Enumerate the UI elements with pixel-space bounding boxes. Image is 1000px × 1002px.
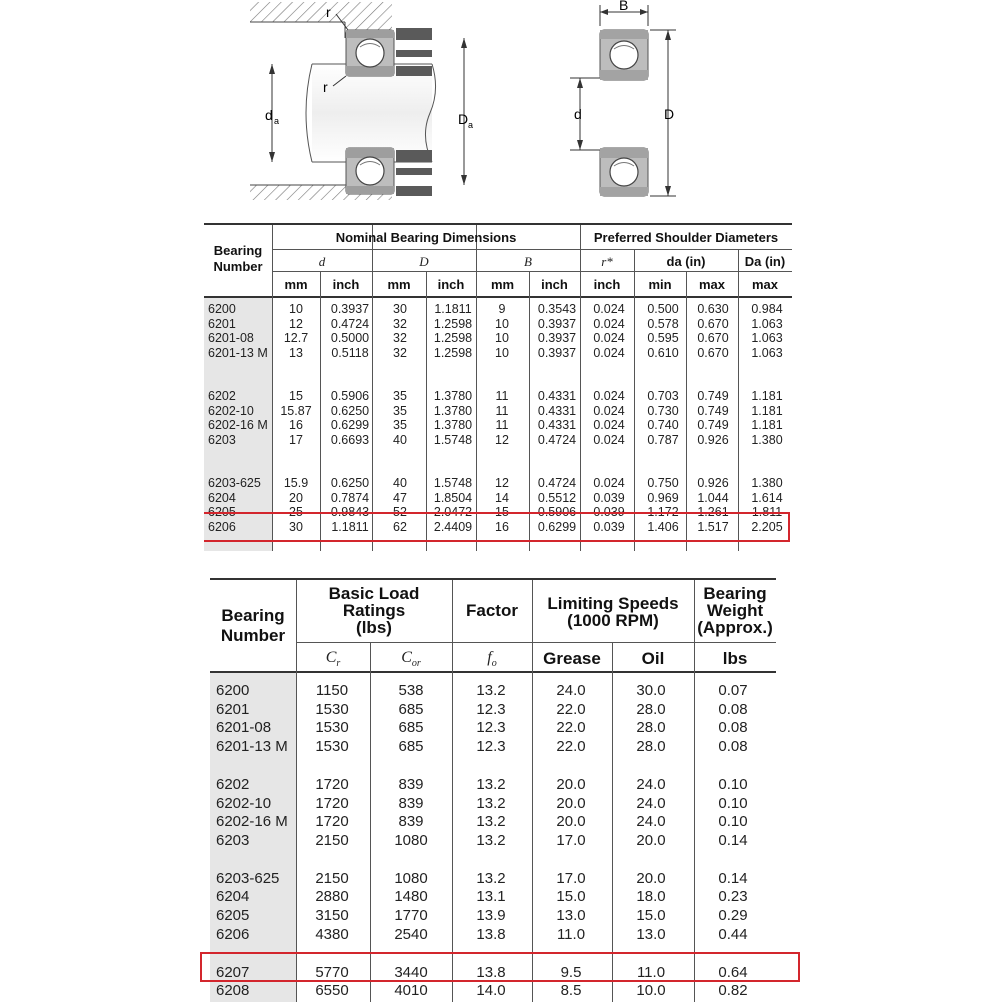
rating-cell: 13.2: [476, 831, 506, 849]
rating-cell: 30.0: [636, 682, 666, 699]
dimension-cell: 32: [393, 316, 407, 331]
dimension-cell: 0.039: [593, 505, 625, 519]
rating-cell: 8.5: [560, 982, 582, 1000]
rating-cell: 10.0: [636, 982, 666, 1000]
D-label: D: [664, 106, 675, 122]
unit-header: mm: [490, 277, 515, 292]
dimension-cell: 0.926: [697, 432, 729, 447]
rating-cell: 4010: [394, 982, 428, 1000]
rating-cell: 22.0: [556, 719, 586, 737]
dimension-cell: 1.181: [751, 389, 783, 403]
dimension-cell: 0.787: [647, 432, 679, 447]
dimension-cell: 0.3937: [537, 316, 577, 331]
dimension-cell: 0.024: [593, 389, 625, 403]
dimension-cell: 0.5906: [330, 389, 370, 403]
dimension-cell: 12.7: [283, 331, 309, 345]
rating-cell: 20.0: [636, 869, 666, 887]
rating-cell: 1530: [315, 737, 349, 755]
unit-header: inch: [593, 277, 621, 292]
dimension-cell: 1.614: [751, 490, 783, 505]
dimension-cell: 1.380: [751, 432, 783, 447]
dimension-cell: 0.024: [593, 331, 625, 345]
dimension-cell: 35: [393, 403, 407, 418]
rating-cell: 12.3: [476, 700, 506, 718]
dimension-cell: 11: [495, 403, 509, 418]
rating-cell: 13.0: [636, 925, 666, 943]
load-ratings-header: Basic Load Ratings (lbs): [328, 584, 420, 637]
d-symbol: d: [318, 254, 326, 269]
dimension-cell: 0.500: [647, 302, 679, 316]
rating-cell: 4380: [315, 925, 349, 943]
dimension-cell: 25: [289, 505, 303, 519]
dimension-cell: 13: [289, 345, 303, 360]
rating-cell: 24.0: [636, 794, 666, 812]
dimension-cell: 15.87: [280, 403, 312, 418]
dimension-cell: 0.595: [647, 331, 679, 345]
dimension-cell: 2.205: [751, 519, 783, 534]
rating-cell: 28.0: [636, 737, 666, 755]
dimension-cell: 0.5000: [330, 331, 370, 345]
dimension-cell: 1.2598: [433, 316, 473, 331]
dimension-cell: 11: [495, 418, 509, 432]
dimension-cell: 0.984: [751, 302, 783, 316]
dimension-cell: 1.2598: [433, 345, 473, 360]
bearing-section-diagram: [570, 0, 676, 196]
dimension-cell: 0.4331: [537, 403, 577, 418]
rating-cell: 3440: [394, 963, 428, 981]
dimension-cell: 32: [393, 331, 407, 345]
rating-cell: 1530: [315, 719, 349, 737]
rating-cell: 28.0: [636, 700, 666, 718]
dimension-cell: 1.380: [751, 476, 783, 490]
B-symbol: B: [524, 254, 532, 269]
rating-cell: 1080: [394, 869, 428, 887]
rating-cell: 11.0: [556, 925, 586, 943]
bearing-number-cell: 6200: [216, 682, 250, 699]
rating-cell: 0.10: [718, 794, 748, 812]
rating-cell: 685: [398, 719, 424, 737]
dimension-cell: 10: [495, 345, 509, 360]
dimension-cell: 40: [393, 476, 407, 490]
bearing-number-cell: 6202: [216, 775, 250, 793]
rating-cell: 14.0: [476, 982, 506, 1000]
dimension-cell: 15.9: [283, 476, 309, 490]
rating-cell: 13.2: [476, 682, 506, 699]
dimension-cell: 0.5906: [537, 505, 577, 519]
dimension-cell: 0.670: [697, 331, 729, 345]
D-symbol: D: [419, 254, 429, 269]
bearing-number-cell: 6204: [208, 490, 236, 505]
rating-cell: 1080: [394, 831, 428, 849]
rating-cell: 22.0: [556, 737, 586, 755]
dimension-cell: 1.8504: [433, 490, 473, 505]
bearing-weight-header: Bearing Weight (Approx.): [697, 584, 773, 637]
rating-cell: 0.44: [718, 925, 748, 943]
rating-cell: 0.29: [718, 907, 748, 924]
rating-cell: 685: [398, 700, 424, 718]
rating-cell: 20.0: [556, 775, 586, 793]
bearing-number-cell: 6203: [216, 831, 250, 849]
dimension-cell: 0.6299: [330, 418, 370, 432]
dimension-cell: 11: [495, 389, 509, 403]
unit-header: mm: [387, 277, 411, 292]
dimension-cell: 10: [289, 302, 303, 316]
Cor-symbol: $C_{or}$: [401, 649, 421, 670]
bearing-number-cell: 6206: [216, 925, 250, 943]
dimension-cell: 0.749: [697, 389, 729, 403]
rating-cell: 0.08: [718, 700, 748, 718]
rating-cell: 1770: [394, 907, 428, 924]
dimension-cell: 0.6299: [537, 519, 577, 534]
bearing-number-cell: 6205: [208, 505, 236, 519]
shoulder-diameters-header: Preferred Shoulder Diameters: [593, 230, 779, 245]
dimension-cell: 1.2598: [433, 331, 473, 345]
factor-header: Factor: [466, 601, 518, 620]
dimensions-table: [204, 223, 792, 551]
dimension-cell: 1.044: [697, 490, 729, 505]
da-label: d: [265, 107, 273, 123]
dimension-cell: 32: [393, 345, 407, 360]
Da-subscript: a: [468, 120, 474, 130]
dimension-cell: 0.4724: [537, 432, 577, 447]
bearing-number-cell: 6202: [208, 389, 236, 403]
dimension-cell: 1.172: [647, 505, 679, 519]
dimension-cell: 0.5512: [537, 490, 577, 505]
dimension-cell: 0.5118: [331, 345, 369, 360]
dimension-cell: 0.3937: [537, 345, 577, 360]
bearing-number-cell: 6207: [216, 963, 250, 981]
rating-cell: 18.0: [636, 888, 666, 906]
dimension-cell: 0.749: [697, 403, 729, 418]
dimension-cell: 0.024: [593, 403, 625, 418]
bearing-number-cell: 6208: [216, 982, 250, 1000]
dimension-cell: 0.024: [593, 302, 625, 316]
rating-cell: 13.1: [476, 888, 506, 906]
dimension-cell: 0.6250: [330, 403, 370, 418]
unit-header: max: [698, 277, 726, 292]
da-in-header: da (in): [666, 254, 706, 269]
rating-cell: 2150: [315, 869, 349, 887]
dimension-cell: 2.4409: [433, 519, 473, 534]
dimension-cell: 0.7874: [330, 490, 370, 505]
dimension-cell: 30: [289, 519, 303, 534]
bearing-diagrams: [0, 0, 1000, 220]
dimension-cell: 9: [498, 302, 506, 316]
dimension-cell: 0.039: [593, 490, 625, 505]
dimension-cell: 0.703: [647, 389, 679, 403]
rating-cell: 20.0: [636, 831, 666, 849]
dimension-cell: 0.024: [593, 316, 625, 331]
nominal-dimensions-header: Nominal Bearing Dimensions: [335, 230, 517, 245]
dimension-cell: 1.3780: [433, 418, 473, 432]
rating-cell: 2880: [315, 888, 349, 906]
dimension-cell: 1.063: [751, 331, 783, 345]
bearing-number-header: Bearing Number: [220, 606, 286, 645]
dimension-cell: 1.3780: [433, 403, 473, 418]
dimension-cell: 16: [289, 418, 303, 432]
dimension-cell: 16: [495, 519, 509, 534]
dimension-cell: 0.4724: [330, 316, 370, 331]
rating-cell: 0.14: [718, 831, 748, 849]
dimension-cell: 35: [393, 418, 407, 432]
dimension-cell: 1.1811: [434, 302, 472, 316]
grease-header: Grease: [543, 649, 601, 668]
unit-header: max: [751, 277, 779, 292]
rating-cell: 839: [398, 794, 424, 812]
dimension-cell: 40: [393, 432, 407, 447]
rating-cell: 0.23: [718, 888, 748, 906]
bearing-number-header: Bearing Number: [213, 243, 263, 274]
dimension-cell: 0.024: [593, 345, 625, 360]
rating-cell: 1720: [315, 794, 349, 812]
dimension-cell: 0.926: [697, 476, 729, 490]
unit-header: inch: [332, 277, 360, 292]
dimension-cell: 0.630: [697, 302, 729, 316]
oil-header: Oil: [641, 649, 665, 668]
dimension-cell: 14: [495, 490, 509, 505]
rating-cell: 0.10: [718, 813, 748, 831]
bearing-number-cell: 6201-13 M: [208, 345, 268, 360]
r-mid-label: r: [323, 79, 328, 95]
bearing-number-cell: 6205: [216, 907, 250, 924]
bearing-number-cell: 6202-16 M: [208, 418, 268, 432]
unit-header: mm: [284, 277, 308, 292]
rating-cell: 13.2: [476, 813, 506, 831]
dimension-cell: 10: [495, 316, 509, 331]
rating-cell: 1720: [315, 775, 349, 793]
dimension-cell: 1.517: [697, 519, 729, 534]
dimension-cell: 1.811: [751, 505, 783, 519]
da-subscript: a: [274, 116, 280, 126]
dimension-cell: 1.181: [751, 403, 783, 418]
rating-cell: 13.8: [476, 925, 506, 943]
rating-cell: 17.0: [556, 869, 586, 887]
dimension-cell: 15: [289, 389, 303, 403]
unit-header: inch: [541, 277, 568, 292]
dimension-cell: 1.5748: [433, 432, 473, 447]
rating-cell: 839: [398, 813, 424, 831]
dimension-cell: 62: [393, 519, 407, 534]
rating-cell: 15.0: [636, 907, 666, 924]
dimension-cell: 0.610: [647, 345, 679, 360]
dimension-cell: 0.024: [593, 418, 625, 432]
dimension-cell: 1.406: [647, 519, 679, 534]
dimension-cell: 52: [393, 505, 407, 519]
rating-cell: 0.08: [718, 737, 748, 755]
bearing-number-cell: 6203-625: [208, 476, 261, 490]
dimension-cell: 0.4331: [537, 418, 577, 432]
dimension-cell: 12: [495, 432, 509, 447]
dimension-cell: 0.024: [593, 476, 625, 490]
dimension-cell: 0.730: [647, 403, 679, 418]
unit-header: min: [648, 277, 672, 292]
dimension-cell: 0.9843: [330, 505, 370, 519]
dimension-cell: 0.4331: [537, 389, 577, 403]
dimension-cell: 0.024: [593, 432, 625, 447]
dimension-cell: 17: [289, 432, 303, 447]
rating-cell: 685: [398, 737, 424, 755]
bearing-number-cell: 6200: [208, 302, 236, 316]
fo-symbol: $f_o$: [487, 649, 497, 670]
rating-cell: 0.64: [718, 963, 748, 981]
rating-cell: 15.0: [556, 888, 586, 906]
r-symbol: r*: [601, 254, 613, 269]
dimension-cell: 12: [495, 476, 509, 490]
rating-cell: 839: [398, 775, 424, 793]
d-label: d: [574, 106, 582, 122]
bearing-number-cell: 6201-13 M: [216, 737, 288, 755]
bearing-number-cell: 6201: [216, 700, 250, 718]
lbs-header: lbs: [722, 649, 748, 668]
dimension-cell: 0.3937: [330, 302, 370, 316]
B-label: B: [619, 0, 629, 13]
rating-cell: 6550: [315, 982, 349, 1000]
rating-cell: 0.10: [718, 775, 748, 793]
rating-cell: 24.0: [556, 682, 586, 699]
dimension-cell: 0.969: [647, 490, 679, 505]
rating-cell: 538: [398, 682, 424, 699]
rating-cell: 12.3: [476, 737, 506, 755]
rating-cell: 9.5: [560, 963, 582, 981]
rating-cell: 0.82: [718, 982, 748, 1000]
load-ratings-table: [210, 578, 776, 1002]
dimension-cell: 15: [495, 505, 509, 519]
dimension-cell: 2.0472: [433, 505, 473, 519]
dimension-cell: 0.740: [647, 418, 679, 432]
rating-cell: 1150: [315, 682, 349, 699]
dimension-cell: 12: [289, 316, 303, 331]
rating-cell: 1720: [315, 813, 349, 831]
dimension-cell: 0.670: [697, 345, 729, 360]
dimension-cell: 0.749: [697, 418, 729, 432]
rating-cell: 2540: [394, 925, 428, 943]
dimension-cell: 0.750: [647, 476, 679, 490]
dimension-cell: 47: [393, 490, 407, 505]
rating-cell: 20.0: [556, 794, 586, 812]
dimension-cell: 0.4724: [537, 476, 577, 490]
dimension-cell: 0.578: [647, 316, 679, 331]
rating-cell: 11.0: [636, 963, 666, 981]
bearing-number-cell: 6201: [208, 316, 236, 331]
bearing-number-cell: 6202-10: [208, 403, 254, 418]
dimension-cell: 1.3780: [433, 389, 473, 403]
dimension-cell: 10: [495, 331, 509, 345]
mounted-bearing-diagram: [250, 2, 473, 200]
r-top-label: r: [326, 4, 331, 20]
Da-label: D: [458, 111, 469, 127]
bearing-number-cell: 6204: [216, 888, 250, 906]
dimension-cell: 1.063: [751, 345, 783, 360]
rating-cell: 0.07: [718, 682, 748, 699]
dimension-cell: 1.063: [751, 316, 783, 331]
bearing-number-cell: 6202-16 M: [216, 813, 288, 831]
rating-cell: 0.08: [718, 719, 748, 737]
rating-cell: 13.2: [476, 869, 506, 887]
dimension-cell: 0.3937: [537, 331, 577, 345]
dimension-cell: 35: [393, 389, 407, 403]
dimension-cell: 0.6693: [330, 432, 370, 447]
dimension-cell: 0.3543: [537, 302, 577, 316]
dimension-cell: 1.5748: [433, 476, 473, 490]
rating-cell: 13.2: [476, 794, 506, 812]
unit-header: inch: [437, 277, 465, 292]
rating-cell: 2150: [315, 831, 349, 849]
bearing-number-cell: 6206: [208, 519, 236, 534]
dimension-cell: 0.039: [593, 519, 625, 534]
rating-cell: 13.8: [476, 963, 506, 981]
bearing-number-cell: 6203: [208, 432, 236, 447]
rating-cell: 13.2: [476, 775, 506, 793]
rating-cell: 1480: [394, 888, 428, 906]
rating-cell: 24.0: [636, 813, 666, 831]
rating-cell: 17.0: [556, 831, 586, 849]
dimension-cell: 1.181: [751, 418, 783, 432]
bearing-number-cell: 6201-08: [208, 331, 254, 345]
rating-cell: 20.0: [556, 813, 586, 831]
dimension-cell: 30: [393, 302, 407, 316]
dimension-cell: 1.1811: [331, 519, 369, 534]
rating-cell: 0.14: [718, 869, 748, 887]
Cr-symbol: $C_r$: [325, 649, 341, 670]
rating-cell: 12.3: [476, 719, 506, 737]
rating-cell: 3150: [315, 907, 349, 924]
rating-cell: 5770: [315, 963, 349, 981]
bearing-number-cell: 6201-08: [216, 719, 272, 737]
dimension-cell: 20: [289, 490, 303, 505]
bearing-number-cell: 6202-10: [216, 794, 272, 812]
rating-cell: 13.0: [556, 907, 586, 924]
rating-cell: 28.0: [636, 719, 666, 737]
dimension-cell: 1.261: [697, 505, 729, 519]
rating-cell: 24.0: [636, 775, 666, 793]
rating-cell: 1530: [315, 700, 349, 718]
rating-cell: 22.0: [556, 700, 586, 718]
bearing-number-cell: 6203-625: [216, 869, 280, 887]
limiting-speeds-header: Limiting Speeds (1000 RPM): [547, 594, 679, 630]
rating-cell: 13.9: [476, 907, 506, 924]
dimension-cell: 0.6250: [330, 476, 370, 490]
Da-in-header: Da (in): [744, 254, 786, 269]
dimension-cell: 0.670: [697, 316, 729, 331]
